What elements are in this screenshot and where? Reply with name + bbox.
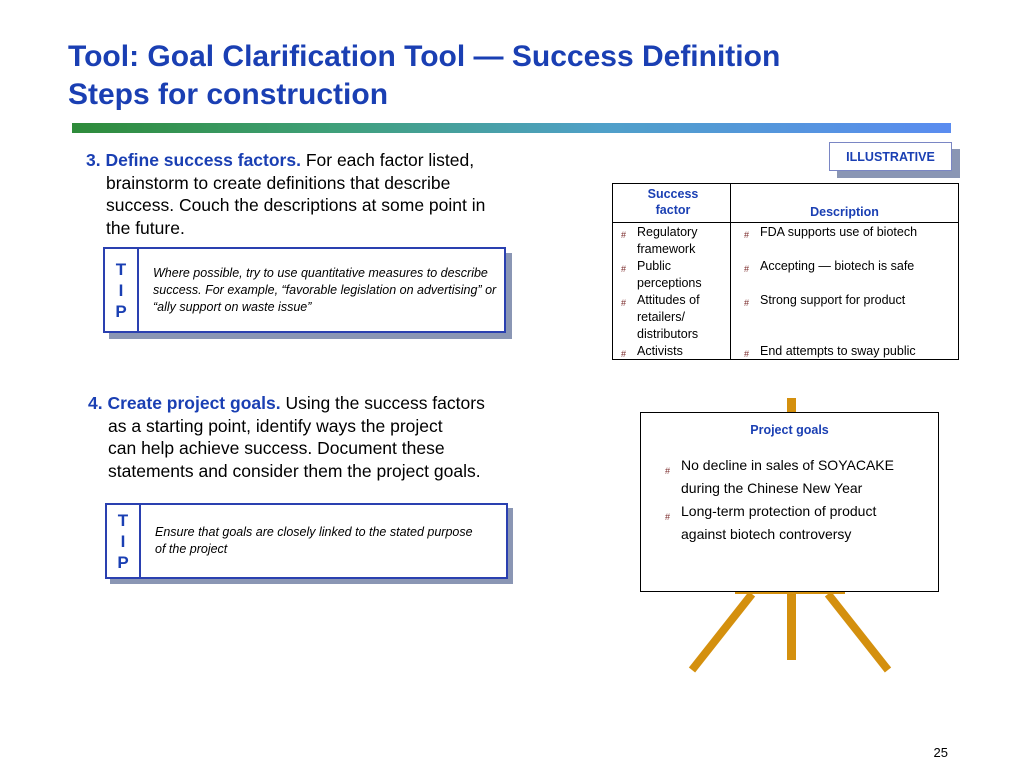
success-factor-table <box>612 183 959 360</box>
hash-bullet-icon: # <box>621 264 627 274</box>
goal-1-line2: during the Chinese New Year <box>681 480 863 496</box>
goal-2-line2: against biotech controversy <box>681 526 852 542</box>
step-3-lead: 3. Define success factors. <box>86 150 301 170</box>
step-3-text-line3: success. Couch the descriptions at some point in <box>106 195 486 215</box>
table-row-description <box>744 258 955 275</box>
page-number: 25 <box>933 745 948 760</box>
description-activists: End attempts to sway public <box>760 344 916 358</box>
step-4-text-line1: Using the success factors <box>280 393 485 413</box>
table-row-description <box>744 292 955 309</box>
hash-bullet-icon: # <box>744 349 750 359</box>
table-row-factor <box>621 224 725 258</box>
tip-2-box <box>105 503 508 579</box>
table-row-factor <box>621 258 725 292</box>
step-3 <box>86 149 485 239</box>
step-4-text-line3: can help achieve success. Document these <box>108 438 445 458</box>
goal-item <box>665 500 931 546</box>
tip-2-text: Ensure that goals are closely linked to the stated purpose of the project <box>155 525 473 556</box>
project-goals-header: Project goals <box>750 423 829 437</box>
goal-2-line1: Long-term protection of product <box>681 503 877 519</box>
hash-bullet-icon: # <box>744 230 750 240</box>
table-row-description <box>744 224 955 241</box>
goal-item <box>665 454 931 500</box>
tip-2-letter-i: I <box>120 531 126 551</box>
factor-public: Public perceptions <box>637 259 702 290</box>
hash-bullet-icon: # <box>621 230 627 240</box>
tip-2-letter-t: T <box>117 510 129 530</box>
factor-activists: Activists <box>637 344 683 358</box>
hash-bullet-icon: # <box>744 264 750 274</box>
table-row-factor <box>621 343 725 360</box>
title-divider <box>72 123 951 133</box>
step-4-lead: 4. Create project goals. <box>88 393 281 413</box>
hash-bullet-icon: # <box>621 349 627 359</box>
project-goals-board <box>640 412 939 592</box>
step-3-text-line4: the future. <box>106 217 185 238</box>
tip-2-label <box>107 505 141 577</box>
table-header-description: Description <box>810 205 879 219</box>
hash-bullet-icon: # <box>621 298 627 308</box>
illustrative-tag: ILLUSTRATIVE <box>829 142 952 171</box>
step-3-text-line2: brainstorm to create definitions that describe <box>106 172 451 193</box>
hash-bullet-icon: # <box>665 466 671 476</box>
table-row-factor <box>621 292 725 343</box>
slide-title-line1: Tool: Goal Clarification Tool — Success Definition <box>68 40 781 73</box>
table-row-description <box>744 343 955 360</box>
slide-title-line2: Steps for construction <box>68 78 389 111</box>
table-header-factor: Success factor <box>647 187 699 217</box>
tip-1-label <box>105 249 139 331</box>
description-attitudes: Strong support for product <box>760 293 906 307</box>
description-public: Accepting — biotech is safe <box>760 259 915 273</box>
step-4-text-line2: as a starting point, identify ways the project <box>108 415 443 436</box>
tip-1-box <box>103 247 506 333</box>
tip-1-letter-t: T <box>115 259 127 279</box>
tip-1-letter-i: I <box>118 280 124 300</box>
slide-title <box>68 38 968 114</box>
step-3-text-line1: For each factor listed, <box>300 150 475 170</box>
tip-2-letter-p: P <box>117 552 129 572</box>
step-4 <box>88 392 485 482</box>
step-4-text-line4: statements and consider them the project goals. <box>108 460 481 481</box>
hash-bullet-icon: # <box>744 298 750 308</box>
tip-1-text: Where possible, try to use quantitative measures to describe success. For example, “favorable legislation on advertising” or “ally support on waste issue” <box>153 265 497 314</box>
goal-1-line1: No decline in sales of SOYACAKE <box>681 457 894 473</box>
description-regulatory: FDA supports use of biotech <box>760 225 918 239</box>
tip-1-letter-p: P <box>115 301 127 321</box>
factor-attitudes: Attitudes of retailers/ distributors <box>637 293 700 341</box>
table-header-divider <box>613 222 958 223</box>
hash-bullet-icon: # <box>665 512 671 522</box>
factor-regulatory: Regulatory framework <box>637 225 698 256</box>
